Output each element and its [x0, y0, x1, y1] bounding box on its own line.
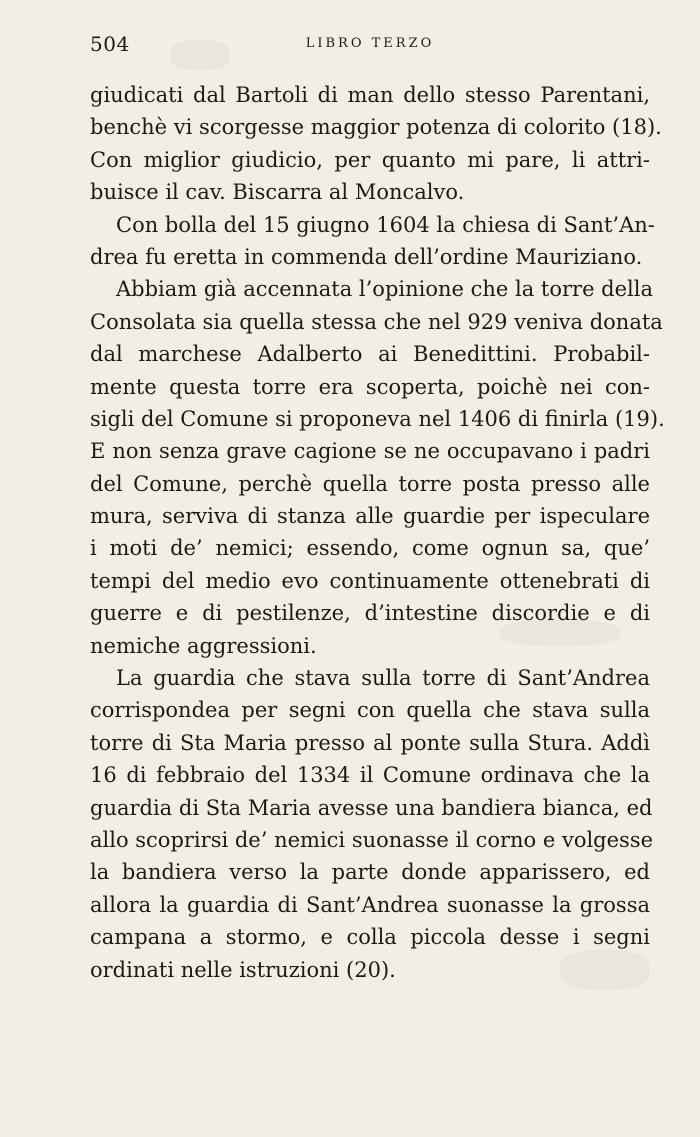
text-line: Abbiam già accennata l’opinione che la torre della [116, 277, 653, 302]
text-line: mura, serviva di stanza alle guardie per ispeculare [90, 504, 650, 529]
text-line: i moti de’ nemici; essendo, come ognun sa, que’ [90, 536, 650, 561]
page-header [90, 30, 650, 60]
text-line: ordinati nelle istruzioni (20). [90, 957, 396, 982]
text-line: allo scoprirsi de’ nemici suonasse il corno e volgesse [90, 827, 654, 852]
page-number: 504 [90, 32, 130, 56]
text-line: tempi del medio evo continuamente ottenebrati di [90, 568, 650, 593]
text-line: drea fu eretta in commenda dell’ordine Mauriziano. [90, 244, 643, 269]
body-text [90, 79, 665, 986]
text-line: mente questa torre era scoperta, poichè nei con- [90, 374, 650, 399]
text-line: Consolata sia quella stessa che nel 929 veniva donata [90, 309, 663, 334]
text-line: dal marchese Adalberto ai Benedittini. Probabil- [90, 342, 650, 367]
text-line: guerre e di pestilenze, d’intestine discordie e di [90, 601, 650, 626]
text-line: torre di Sta Maria presso al ponte sulla Stura. Addì [90, 730, 650, 755]
text-line: allora la guardia di Sant’Andrea suonasse la grossa [90, 892, 650, 917]
text-line: corrispondea per segni con quella che stava sulla [90, 698, 650, 723]
text-line: nemiche aggressioni. [90, 633, 317, 658]
text-line: campana a stormo, e colla piccola desse i segni [90, 925, 650, 950]
text-line: benchè vi scorgesse maggior potenza di colorito (18). [90, 115, 662, 140]
running-head: LIBRO TERZO [305, 36, 435, 51]
text-line: guardia di Sta Maria avesse una bandiera bianca, ed [90, 795, 653, 820]
text-line: Con bolla del 15 giugno 1604 la chiesa di Sant’An- [116, 212, 655, 237]
text-line: giudicati dal Bartoli di man dello stesso Parentani, [90, 83, 650, 107]
text-line: buisce il cav. Biscarra al Moncalvo. [90, 180, 465, 205]
text-line: 16 di febbraio del 1334 il Comune ordinava che la [90, 763, 650, 788]
text-line: la bandiera verso la parte donde apparissero, ed [90, 860, 650, 885]
text-line: del Comune, perchè quella torre posta presso alle [90, 471, 650, 496]
text-line: sigli del Comune si proponeva nel 1406 di finirla (19). [90, 406, 665, 431]
text-line: Con miglior giudicio, per quanto mi pare, li attri- [90, 147, 650, 172]
text-line: La guardia che stava sulla torre di Sant’Andrea [116, 666, 650, 691]
text-line: E non senza grave cagione se ne occupavano i padri [90, 439, 650, 464]
